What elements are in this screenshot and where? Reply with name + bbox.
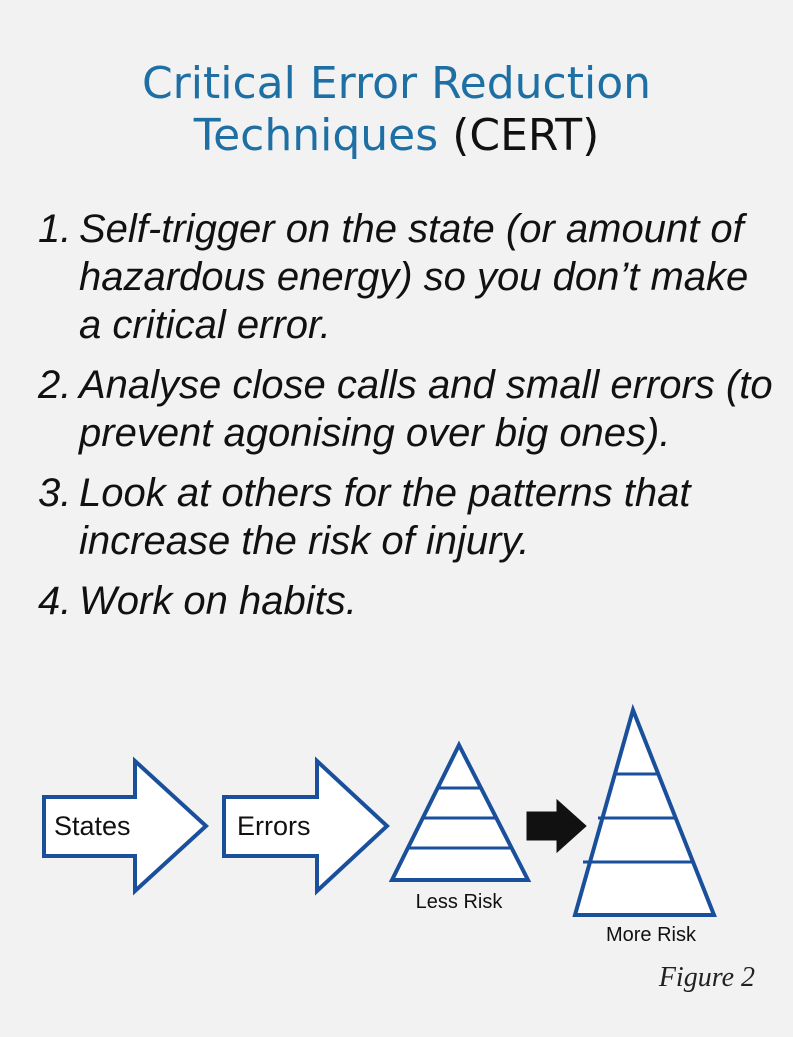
- title-line-2-main: Techniques: [193, 110, 439, 161]
- item-number: 2.: [38, 363, 72, 407]
- item-text: Look at others for the patterns that increase the risk of injury.: [79, 471, 691, 563]
- more-risk-label: More Risk: [605, 924, 697, 946]
- errors-arrow-label: Errors: [237, 811, 311, 841]
- page-title: [0, 58, 793, 162]
- technique-list: [38, 205, 778, 637]
- list-item: [38, 577, 778, 625]
- black-arrow-icon: [527, 800, 586, 852]
- list-item: [38, 469, 778, 565]
- risk-diagram: [0, 700, 793, 960]
- list-item: [38, 361, 778, 457]
- item-text: Work on habits.: [79, 579, 357, 623]
- figure-caption: Figure 2: [658, 962, 755, 993]
- small-pyramid: [392, 745, 528, 880]
- title-line-1: Critical Error Reduction: [141, 58, 652, 109]
- item-text: Analyse close calls and small errors (to prevent agonising over big ones).: [79, 363, 773, 455]
- item-text: Self-trigger on the state (or amount of hazardous energy) so you don’t make a critical error.: [79, 207, 749, 347]
- item-number: 4.: [38, 579, 72, 623]
- title-line-2-acronym: (CERT): [452, 110, 600, 161]
- item-number: 1.: [38, 207, 72, 251]
- large-pyramid: [575, 710, 714, 915]
- item-number: 3.: [38, 471, 72, 515]
- list-item: [38, 205, 778, 349]
- states-arrow-label: States: [54, 811, 131, 841]
- less-risk-label: Less Risk: [415, 891, 503, 913]
